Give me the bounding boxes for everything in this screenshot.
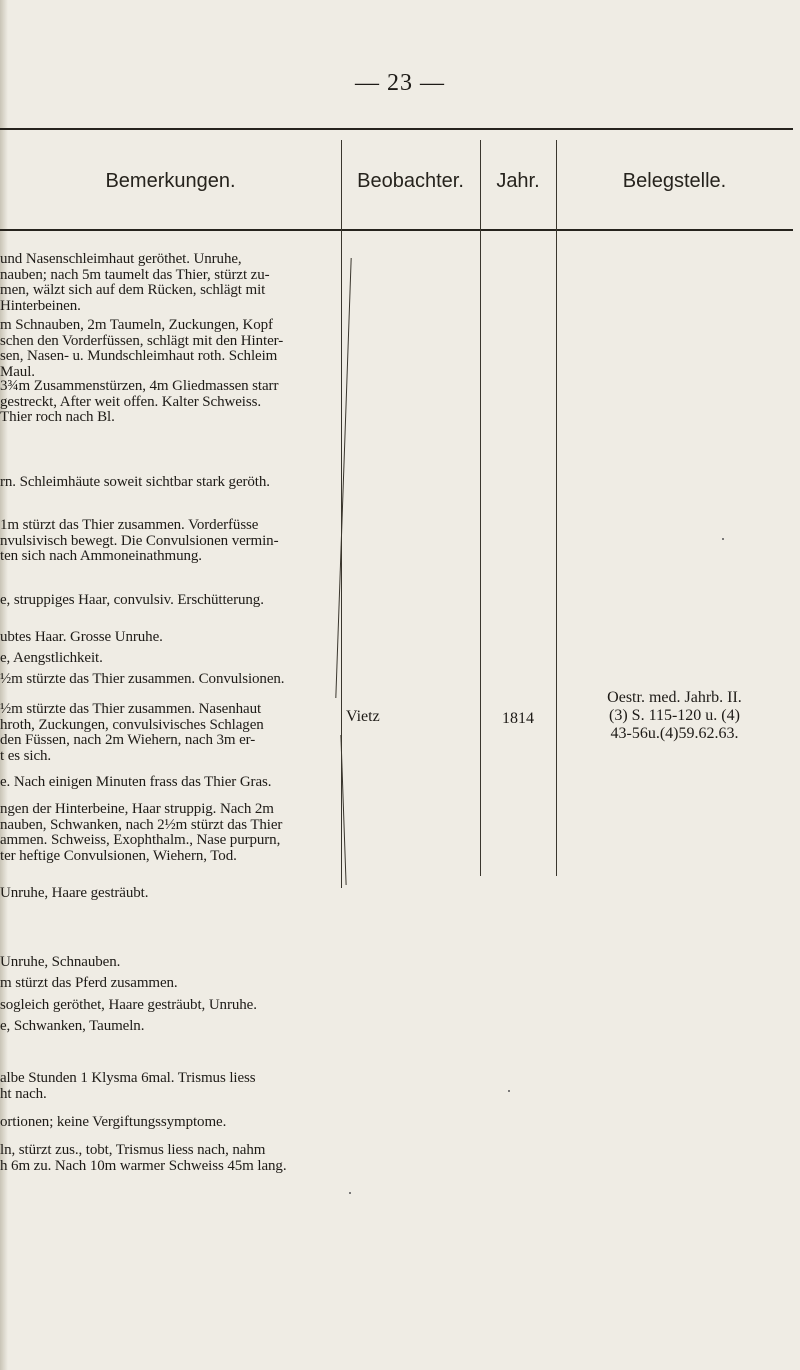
remark-entry: ½m stürzte das Thier zusammen. Convulsionen.	[0, 671, 285, 687]
year-value: 1814	[502, 710, 534, 727]
column-divider-year-source	[556, 140, 557, 876]
remark-entry: 1m stürzt das Thier zusammen. Vorderfüsse nvulsivisch bewegt. Die Convulsionen vermin- ten sich nach Ammoneinathmung.	[0, 517, 279, 564]
ink-speck	[349, 1192, 351, 1194]
remark-entry: ubtes Haar. Grosse Unruhe.	[0, 629, 163, 645]
remark-entry: ortionen; keine Vergiftungssymptome.	[0, 1114, 227, 1130]
remark-entry: rn. Schleimhäute soweit sichtbar stark geröth.	[0, 474, 270, 490]
header-source: Belegstelle.	[622, 170, 727, 192]
remark-entry: e, Aengstlichkeit.	[0, 650, 103, 666]
remark-entry: und Nasenschleimhaut geröthet. Unruhe, nauben; nach 5m taumelt das Thier, stürzt zu- men, wälzt sich auf dem Rücken, schlägt mit Hinterbeinen.	[0, 251, 270, 314]
remark-entry: sogleich geröthet, Haare gesträubt, Unruhe.	[0, 997, 257, 1013]
table-header-rule	[0, 229, 793, 231]
remark-entry: 3¾m Zusammenstürzen, 4m Gliedmassen starr gestreckt, After weit offen. Kalter Schweiss. Thier roch nach Bl.	[0, 378, 279, 425]
remark-entry: ngen der Hinterbeine, Haar struppig. Nach 2m nauben, Schwanken, nach 2½m stürzt das Thier ammen. Schweiss, Exophthalm., Nase purpurn, ter heftige Convulsionen, Wiehern, Tod.	[0, 801, 283, 864]
source-reference	[556, 689, 793, 743]
remark-entry: Unruhe, Haare gesträubt.	[0, 885, 149, 901]
ink-speck	[508, 1090, 510, 1092]
remark-entry: e. Nach einigen Minuten frass das Thier Gras.	[0, 774, 272, 790]
header-observer: Beobachter.	[357, 170, 464, 192]
source-line-2: (3) S. 115-120 u. (4)	[609, 707, 740, 724]
source-line-3: 43-56u.(4)59.62.63.	[610, 725, 739, 742]
header-remarks: Bemerkungen.	[105, 170, 236, 192]
page-number: — 23 —	[355, 70, 445, 96]
source-line-1: Oestr. med. Jahrb. II.	[607, 689, 742, 706]
remark-entry: ½m stürzte das Thier zusammen. Nasenhaut hroth, Zuckungen, convulsivisches Schlagen den Füssen, nach 2m Wiehern, nach 3m er- t es sich.	[0, 701, 264, 764]
column-divider-observer-year	[480, 140, 481, 876]
header-year: Jahr.	[496, 170, 540, 192]
remark-entry: e, struppiges Haar, convulsiv. Erschütterung.	[0, 592, 264, 608]
ink-speck	[722, 538, 724, 540]
remark-entry: m Schnauben, 2m Taumeln, Zuckungen, Kopf schen den Vorderfüssen, schlägt mit den Hinter- sen, Nasen- u. Mundschleimhaut roth. Schleim Maul.	[0, 317, 284, 380]
remark-entry: albe Stunden 1 Klysma 6mal. Trismus liess ht nach.	[0, 1070, 256, 1102]
observer-name: Vietz	[346, 708, 380, 725]
remark-entry: m stürzt das Pferd zusammen.	[0, 975, 178, 991]
remark-entry: ln, stürzt zus., tobt, Trismus liess nach, nahm h 6m zu. Nach 10m warmer Schweiss 45m lang.	[0, 1142, 287, 1174]
table-top-rule	[0, 128, 793, 130]
remark-entry: e, Schwanken, Taumeln.	[0, 1018, 145, 1034]
remark-entry: Unruhe, Schnauben.	[0, 954, 121, 970]
